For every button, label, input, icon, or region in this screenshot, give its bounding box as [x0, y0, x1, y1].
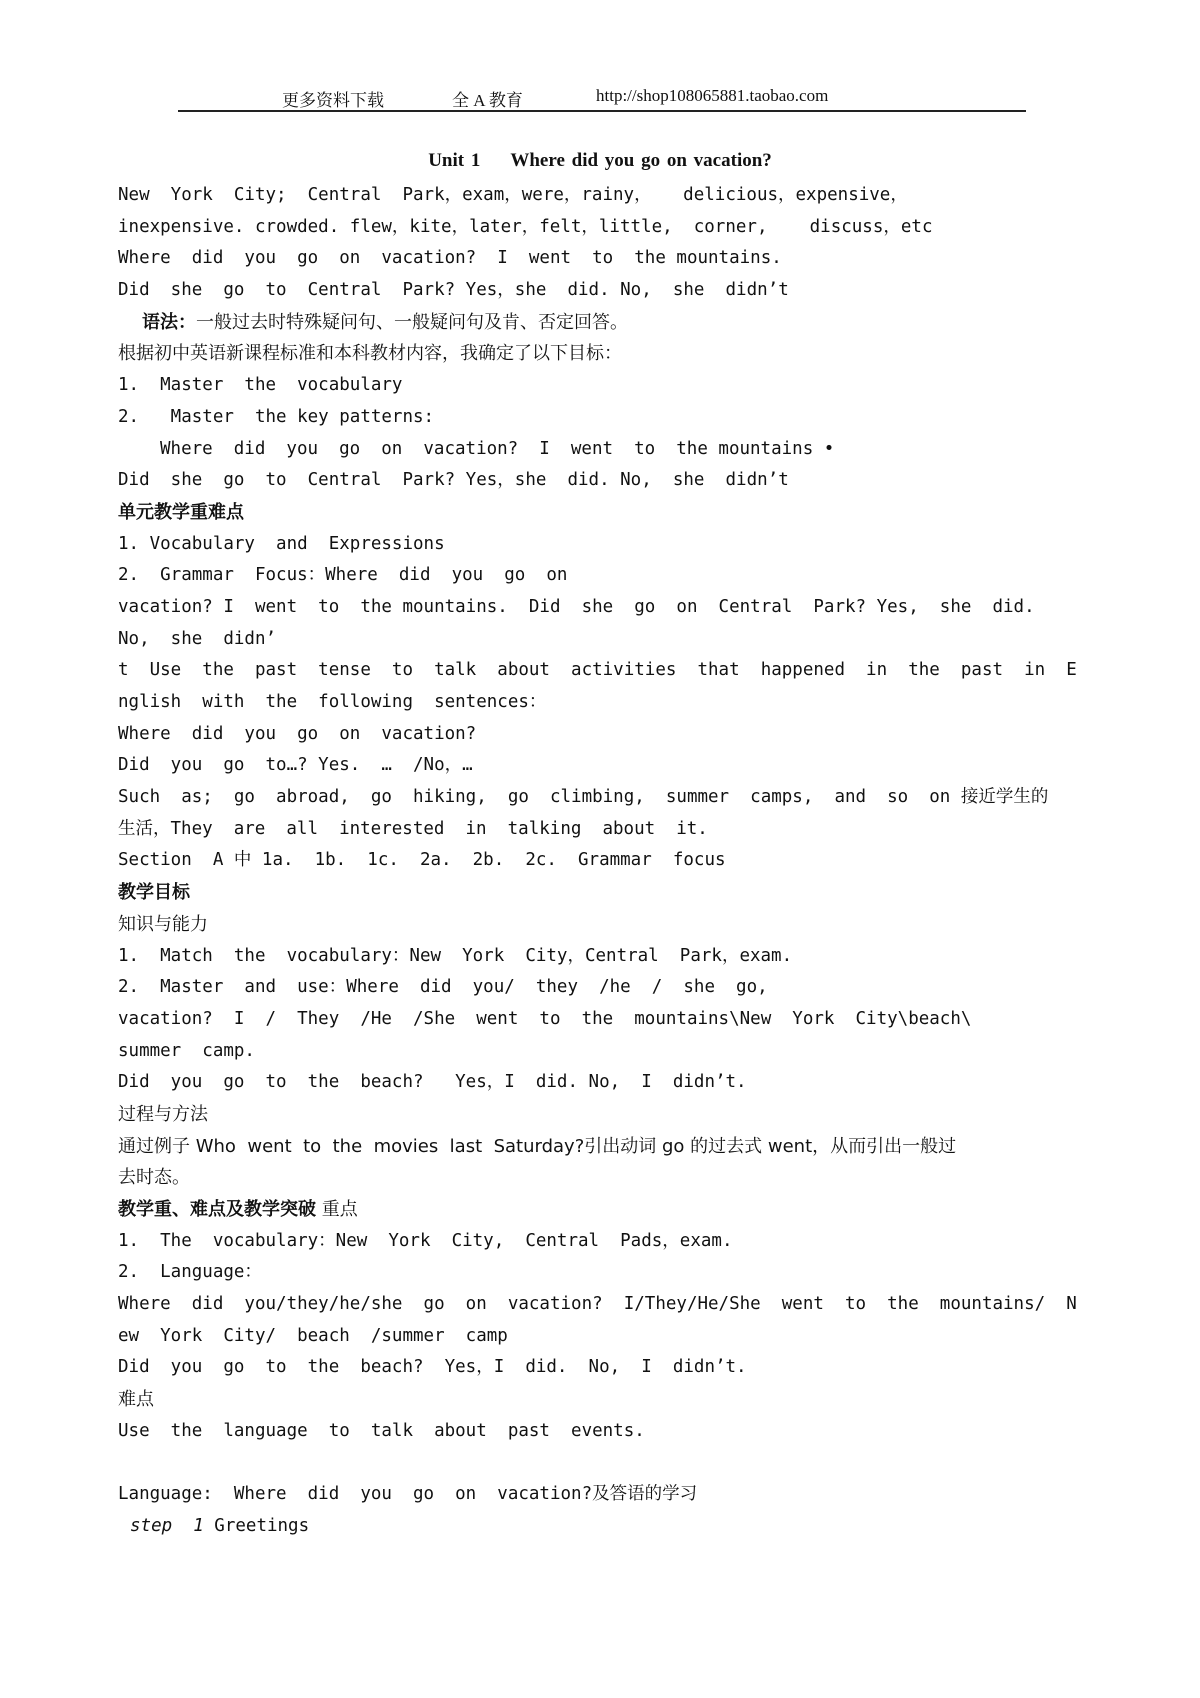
step-line	[118, 1511, 1088, 1543]
grammar-text: 一般过去时特殊疑问句、一般疑问句及肯、否定回答。	[196, 311, 628, 333]
activities-line-1: Such as; go abroad, go hiking, go climbing, summer camps, and so on 接近学生的	[118, 787, 1049, 808]
section-heading-key-points	[118, 1194, 1088, 1226]
key-point-item-2: 2. Language：	[118, 1262, 262, 1283]
goal-intro: 根据初中英语新课程标准和本科教材内容，我确定了以下目标：	[118, 343, 622, 365]
difficulty-item-2: 2. Grammar Focus：Where did you go on	[118, 565, 568, 586]
difficulty-line-3: vacation? I went to the mountains. Did she go on Central Park? Yes, she did.	[118, 596, 1035, 617]
objective-line-3: vacation? I / They /He /She went to the mountains\New York City\beach\	[118, 1008, 972, 1029]
goal-item-1: 1. Master the vocabulary	[118, 375, 403, 396]
section-heading-objectives: 教学目标	[118, 882, 190, 904]
step-text: Greetings	[203, 1515, 310, 1536]
key-points-heading: 教学重、难点及教学突破	[118, 1199, 316, 1220]
header-left-text: 更多资料下载	[282, 91, 384, 110]
difficulty-line-5: t Use the past tense to talk about activities that happened in the past in E	[118, 660, 1077, 681]
difficulty-line-4: No, she didn’	[118, 628, 277, 649]
unit-title: Where did you go on vacation?	[510, 150, 772, 171]
difficulty-line-6: nglish with the following sentences：	[118, 692, 547, 712]
key-point-item-1: 1. The vocabulary：New York City, Central Pads，exam.	[118, 1230, 733, 1251]
vocab-line-2: inexpensive. crowded. flew，kite，later，felt，little, corner, discuss，etc	[118, 216, 933, 237]
header-url-text: http://shop108065881.taobao.com	[596, 86, 829, 105]
section-a-line: Section A 中 1a. 1b. 1c. 2a. 2b. 2c. Grammar focus	[118, 850, 726, 871]
example-sentence-1: Where did you go on vacation?	[118, 723, 477, 744]
objective-item-2: 2. Master and use：Where did you/ they /he / she go,	[118, 977, 768, 998]
process-line-2: 去时态。	[118, 1167, 190, 1189]
activities-line-2: 生活，They are all interested in talking about it.	[118, 818, 708, 839]
header-center-text: 全 A 教育	[452, 91, 523, 110]
section-heading-difficulties: 单元教学重难点	[118, 501, 244, 523]
subheading-difficulty: 难点	[118, 1389, 154, 1411]
grammar-line	[118, 307, 1088, 339]
key-point-line-4: ew York City/ beach /summer camp	[118, 1325, 508, 1346]
document-body	[118, 180, 1088, 1543]
vocab-line-1: New York City; Central Park，exam，were，rainy， delicious，expensive，	[118, 185, 908, 205]
key-point-label: 重点	[321, 1199, 358, 1220]
goal-item-2: 2. Master the key patterns:	[118, 406, 435, 427]
step-label: step 1	[130, 1515, 204, 1536]
page-title	[0, 150, 1200, 172]
key-pattern-2: Did she go to Central Park? Yes，she did. No, she didn’t	[118, 470, 789, 491]
pattern-line-1: Where did you go on vacation? I went to the mountains.	[118, 248, 782, 269]
grammar-label: 语法：	[142, 311, 196, 333]
blank-line	[118, 1448, 1088, 1480]
objective-line-5: Did you go to the beach? Yes，I did. No, I didn’t.	[118, 1072, 747, 1093]
header-rule	[178, 110, 1026, 112]
example-sentence-2: Did you go to…? Yes. … /No，…	[118, 755, 473, 776]
difficulty-item-1: 1. Vocabulary and Expressions	[118, 533, 445, 554]
key-point-line-3: Where did you/they/he/she go on vacation? I/They/He/She went to the mountains/ N	[118, 1294, 1077, 1315]
objective-item-1: 1. Match the vocabulary：New York City，Central Park，exam.	[118, 945, 793, 966]
language-line: Language: Where did you go on vacation?及答语的学习	[118, 1484, 698, 1505]
key-pattern-1: Where did you go on vacation? I went to the mountains •	[160, 438, 835, 459]
pattern-line-2: Did she go to Central Park? Yes，she did. No, she didn’t	[118, 280, 789, 301]
objective-line-4: summer camp.	[118, 1040, 255, 1061]
subheading-knowledge: 知识与能力	[118, 913, 208, 935]
process-line-1: 通过例子 Who went to the movies last Saturday?引出动词 go 的过去式 went，从而引出一般过	[118, 1135, 957, 1157]
key-point-line-5: Did you go to the beach? Yes，I did. No, I didn’t.	[118, 1357, 747, 1378]
difficulty-text: Use the language to talk about past events.	[118, 1420, 645, 1441]
unit-label: Unit 1	[428, 150, 481, 171]
subheading-process: 过程与方法	[118, 1103, 208, 1125]
